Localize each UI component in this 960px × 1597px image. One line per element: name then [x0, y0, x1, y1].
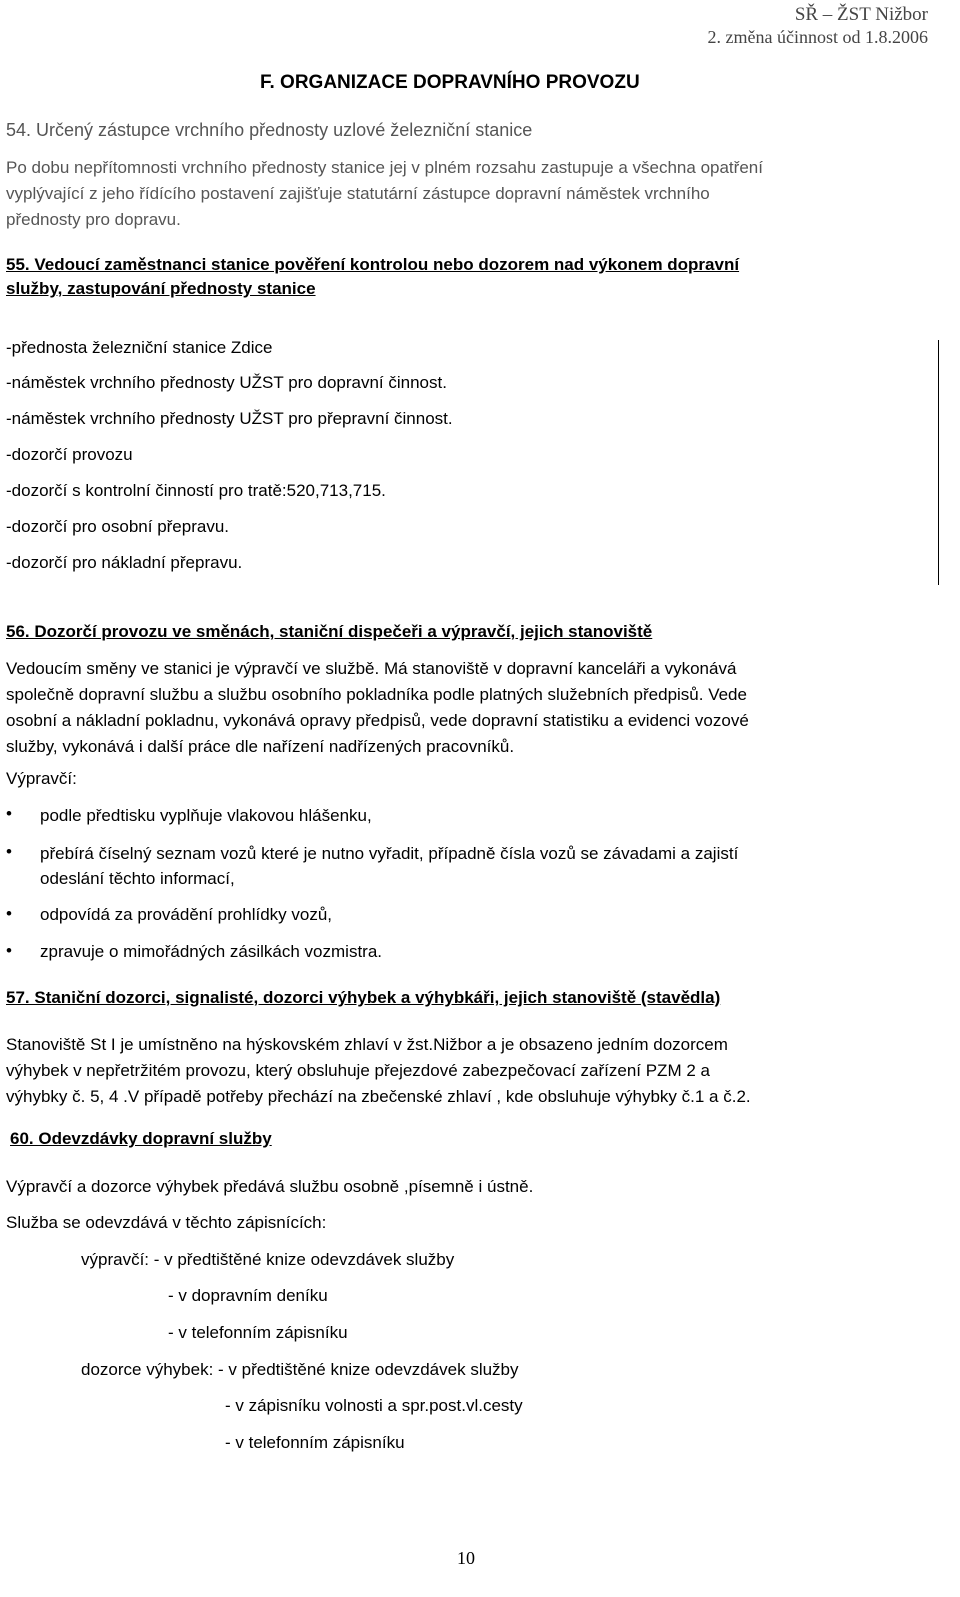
s54-line-2: vyplývající z jeho řídícího postavení zajišťuje statutární zástupce dopravní náměstek vrchního [6, 184, 710, 203]
s57-line-1: Stanoviště St I je umístněno na hýskovském zhlaví v žst.Nižbor a je obsazeno jedním dozorcem [6, 1035, 728, 1054]
s55-heading-line-2: služby, zastupování přednosty stanice [6, 279, 316, 298]
s60-line-1: Výpravčí a dozorce výhybek předává službu osobně ,písemně i ústně. [6, 1177, 534, 1196]
s56-line-4: služby, vykonává i další práce dle nařízení nadřízených pracovníků. [6, 737, 515, 756]
header-title: SŘ – ŽST Nižbor [794, 4, 928, 25]
s54-line-3: přednosty pro dopravu. [6, 210, 181, 229]
s56-line-2: společně dopravní službu a službu osobního pokladníka podle platných služebních předpisů. Vede [6, 685, 747, 704]
s55-heading-line-1: 55. Vedoucí zaměstnanci stanice pověření kontrolou nebo dozorem nad výkonem dopravní [6, 255, 740, 274]
s57-line-3: výhybky č. 5, 4 .V případě potřeby přechází na zbečenské zhlaví , kde obsluhuje výhybky č.1 a č.2. [6, 1087, 751, 1106]
bullet-dot: • [6, 941, 12, 960]
s60-vypravci-1: výpravčí: - v předtištěné knize odevzdávek služby [81, 1250, 455, 1269]
s60-line-2: Služba se odevzdává v těchto zápisnících: [6, 1213, 327, 1232]
s55-item-1: -přednosta železniční stanice Zdice [6, 338, 273, 357]
s60-dozorce-1: dozorce výhybek: - v předtištěné knize odevzdávek služby [81, 1360, 519, 1379]
bullet-item-3: odpovídá za provádění prohlídky vozů, [40, 905, 333, 924]
bullet-item-4: zpravuje o mimořádných zásilkách vozmistra. [40, 942, 383, 961]
header-effective-date: 2. změna účinnost od 1.8.2006 [707, 27, 928, 47]
s60-heading: 60. Odevzdávky dopravní služby [10, 1129, 272, 1148]
s54-heading: 54. Určený zástupce vrchního přednosty uzlové železniční stanice [6, 120, 533, 140]
section-title: F. ORGANIZACE DOPRAVNÍHO PROVOZU [260, 72, 640, 93]
bullet-dot: • [6, 842, 12, 861]
s60-dozorce-3: - v telefonním zápisníku [225, 1433, 405, 1452]
s60-vypravci-3: - v telefonním zápisníku [168, 1323, 348, 1342]
vypravci-label: Výpravčí: [6, 769, 77, 788]
s56-line-3: osobní a nákladní pokladnu, vykonává opravy předpisů, vede dopravní statistiku a evidenci vozové [6, 711, 749, 730]
bullet-list [0, 800, 960, 970]
s60-vypravci-2: - v dopravním deníku [168, 1286, 328, 1305]
s55-item-6: -dozorčí pro osobní přepravu. [6, 517, 230, 536]
bullet-item-1: podle předtisku vyplňuje vlakovou hlášenku, [40, 806, 372, 825]
bullet-dot: • [6, 804, 12, 823]
s55-item-3: -náměstek vrchního přednosty UŽST pro přepravní činnost. [6, 409, 453, 428]
s55-item-5: -dozorčí s kontrolní činností pro tratě:520,713,715. [6, 481, 386, 500]
s55-item-4: -dozorčí provozu [6, 445, 133, 464]
s54-line-1: Po dobu nepřítomnosti vrchního přednosty stanice jej v plném rozsahu zastupuje a všechna opatření [6, 158, 763, 177]
margin-change-bar [938, 340, 939, 585]
s56-line-1: Vedoucím směny ve stanici je výpravčí ve službě. Má stanoviště v dopravní kanceláři a vykonává [6, 659, 737, 678]
s60-dozorce-2: - v zápisníku volnosti a spr.post.vl.cesty [225, 1396, 523, 1415]
bullet-item-2-line-2: odeslání těchto informací, [40, 869, 235, 888]
s57-line-2: výhybek v nepřetržitém provozu, který obsluhuje přejezdové zabezpečovací zařízení PZM 2 a [6, 1061, 710, 1080]
s55-item-7: -dozorčí pro nákladní přepravu. [6, 553, 243, 572]
bullet-item-2-line-1: přebírá číselný seznam vozů které je nutno vyřadit, případně čísla vozů se závadami a zajistí [40, 844, 739, 863]
bullet-dot: • [6, 904, 12, 923]
page-number: 10 [457, 1548, 475, 1568]
s56-heading: 56. Dozorčí provozu ve směnách, staniční dispečeři a výpravčí, jejich stanoviště [6, 622, 653, 641]
s57-heading: 57. Staniční dozorci, signalisté, dozorci výhybek a výhybkáři, jejich stanoviště (stavědla) [6, 988, 721, 1007]
s55-item-2: -náměstek vrchního přednosty UŽST pro dopravní činnost. [6, 373, 447, 392]
